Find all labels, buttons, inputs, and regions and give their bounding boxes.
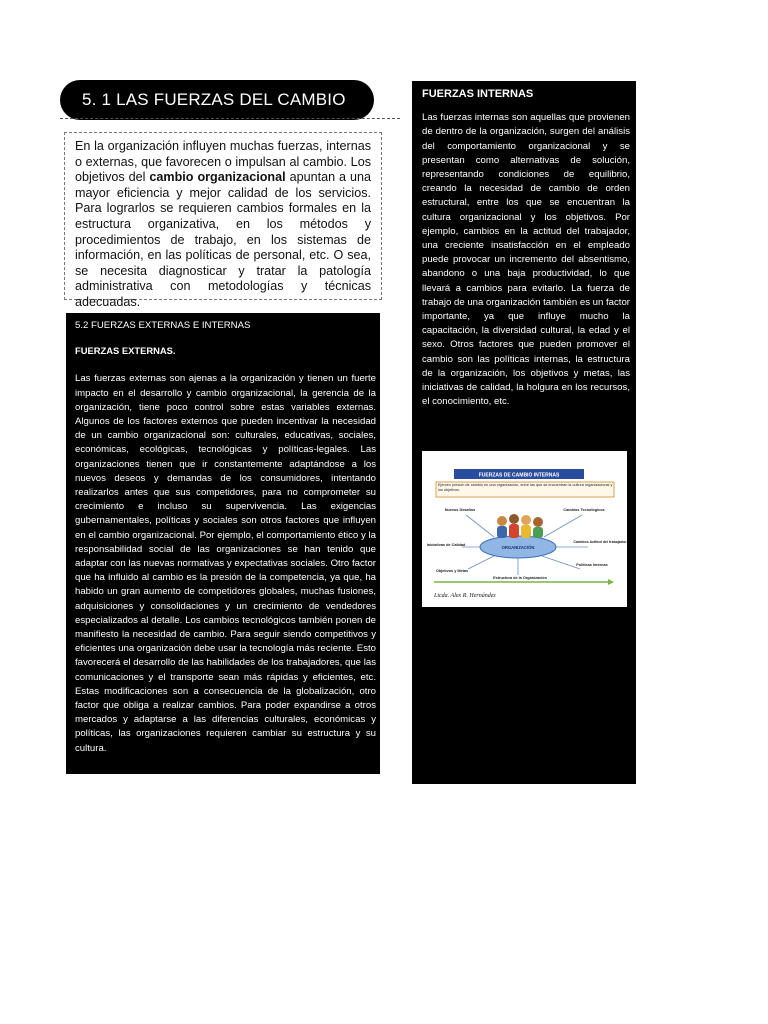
external-heading: FUERZAS EXTERNAS. (75, 345, 176, 357)
label-attitude: Cambios Actitud del trabajador (573, 540, 627, 544)
diagram-svg (422, 451, 627, 607)
intro-text-end: apuntan a una mayor eficiencia y mejor calidad de los servicios. Para lograrlos se requieren cambios formales en la estructura organizativa, en los métodos y procedimientos de trabajo, en los sistemas de información, en las políticas de personal, etc. O sea, se necesita diagnosticar y tratar la patología administrativa con metodologías y técnicas adecuadas. (75, 170, 371, 309)
intro-bold-term: cambio organizacional (149, 170, 286, 185)
diagram-caption: Ejercen presión de cambio en una organización, entre las que se encuentran la cultura organizacional y los objetivos. (438, 483, 613, 492)
label-quality: Iniciativas de Calidad (426, 543, 466, 547)
intro-text-start: En la organización influyen muchas fuerzas, internas o externas, que favorecen o impulsan al cambio. Los objetivos del (75, 139, 371, 185)
external-forces-panel (66, 313, 380, 774)
external-body: Las fuerzas externas son ajenas a la organización y tienen un fuerte impacto en el desarrollo y cambio organizacional, la gerencia de la organización, tiene poco control sobre estas variables externas. Algunos de los factores externos que pueden incentivar la necesidad de un cambio organizacional son: culturales, educativas, sociales, económicas, ecológicas, tecnológicas y políticas-legales. Las organizaciones tienen que ir constantemente adaptándose a los nuevos deseos y demandas de los consumidores, intentando realizarlos antes que sus competidores, para no comprometer su crecimiento e incluso su supervivencia. Las exigencias gubernamentales, políticas y sociales son otros factores que influyen en el cambio organizacional. Por ejemplo, el comportamiento ético y la responsabilidad social de las organizaciones se han tenido que adaptar con las nuevas normativas y expectativas sociales. Otro factor que ha influido al cambio es la presión de la competencia, ya que, ha habido un gran aumento de competidores globales, muchas fusiones, adquisiciones y consolidaciones y un crecimiento de vendedores especializados al detalle. Los cambios tecnológicos también ponen de manifiesto la necesidad de cambio. Para seguir siendo competitivos y eficientes una organización debe usar la tecnología más reciente. Esto favorecerá el desarrollo de las habilidades de los trabajadores, que las comunicaciones y el transporte sean más rápidas y eficientes, etc. Estas modificaciones son a consecuencia de la globalización, otro factor que obliga a realizar cambios. Para poder expandirse a otros mercados y adaptarse a las diferencias culturales, económicas y políticas, las organizaciones requieren cambiar su estructura y su cultura. (75, 373, 376, 754)
diagram-signature: Licda. Alex R. Hernández (434, 593, 496, 599)
section-title (60, 80, 374, 120)
label-policies: Políticas Internas (576, 563, 608, 567)
internal-body: Las fuerzas internas son aquellas que provienen de dentro de la organización, surgen del análisis del comportamiento organizacional y se presentan como alternativas de solución, representando condiciones de equilibrio, creando la necesidad de cambio de orden estructural, entre los que se encuentran la cultura organizacional y los objetivos. Por ejemplo, cambios en la actitud del trabajador, una creciente insatisfacción en el empleado puede provocar un incremento del absentismo, abandono o una baja productividad, lo que llevará a cambios para evitarlo. La fuerza de trabajo de una organización también es un factor importante, ya que influye mucho la capacitación, la diversidad cultural, la edad y el sexo. Otros factores que pueden promover el cambio son las políticas internas, la estructura de la organización, los objetivos y metas, las iniciativas de calidad, la holgura en los recursos, el conocimiento, etc. (422, 112, 630, 408)
label-new-challenges: Nuevos Desafíos (444, 508, 476, 512)
label-structure: Estructura de la Organización (493, 576, 547, 580)
diagram-center-label: ORGANIZACIÓN (501, 545, 535, 550)
people-illustration (497, 514, 543, 538)
internal-forces-diagram (422, 451, 627, 607)
internal-forces-panel (412, 81, 636, 784)
external-section-title: 5.2 FUERZAS EXTERNAS E INTERNAS (75, 320, 251, 331)
title-divider (60, 118, 400, 119)
label-objectives: Objetivos y Metas (435, 569, 469, 573)
section-title-text: 5. 1 LAS FUERZAS DEL CAMBIO (82, 90, 346, 109)
diagram-title: FUERZAS DE CAMBIO INTERNAS (478, 472, 560, 479)
diagram-caption-wrap (438, 483, 613, 497)
internal-heading: FUERZAS INTERNAS (422, 88, 534, 100)
bottom-arrow-head (608, 579, 614, 585)
label-tech-changes: Cambios Tecnológicos (563, 508, 605, 512)
intro-box (64, 132, 382, 309)
